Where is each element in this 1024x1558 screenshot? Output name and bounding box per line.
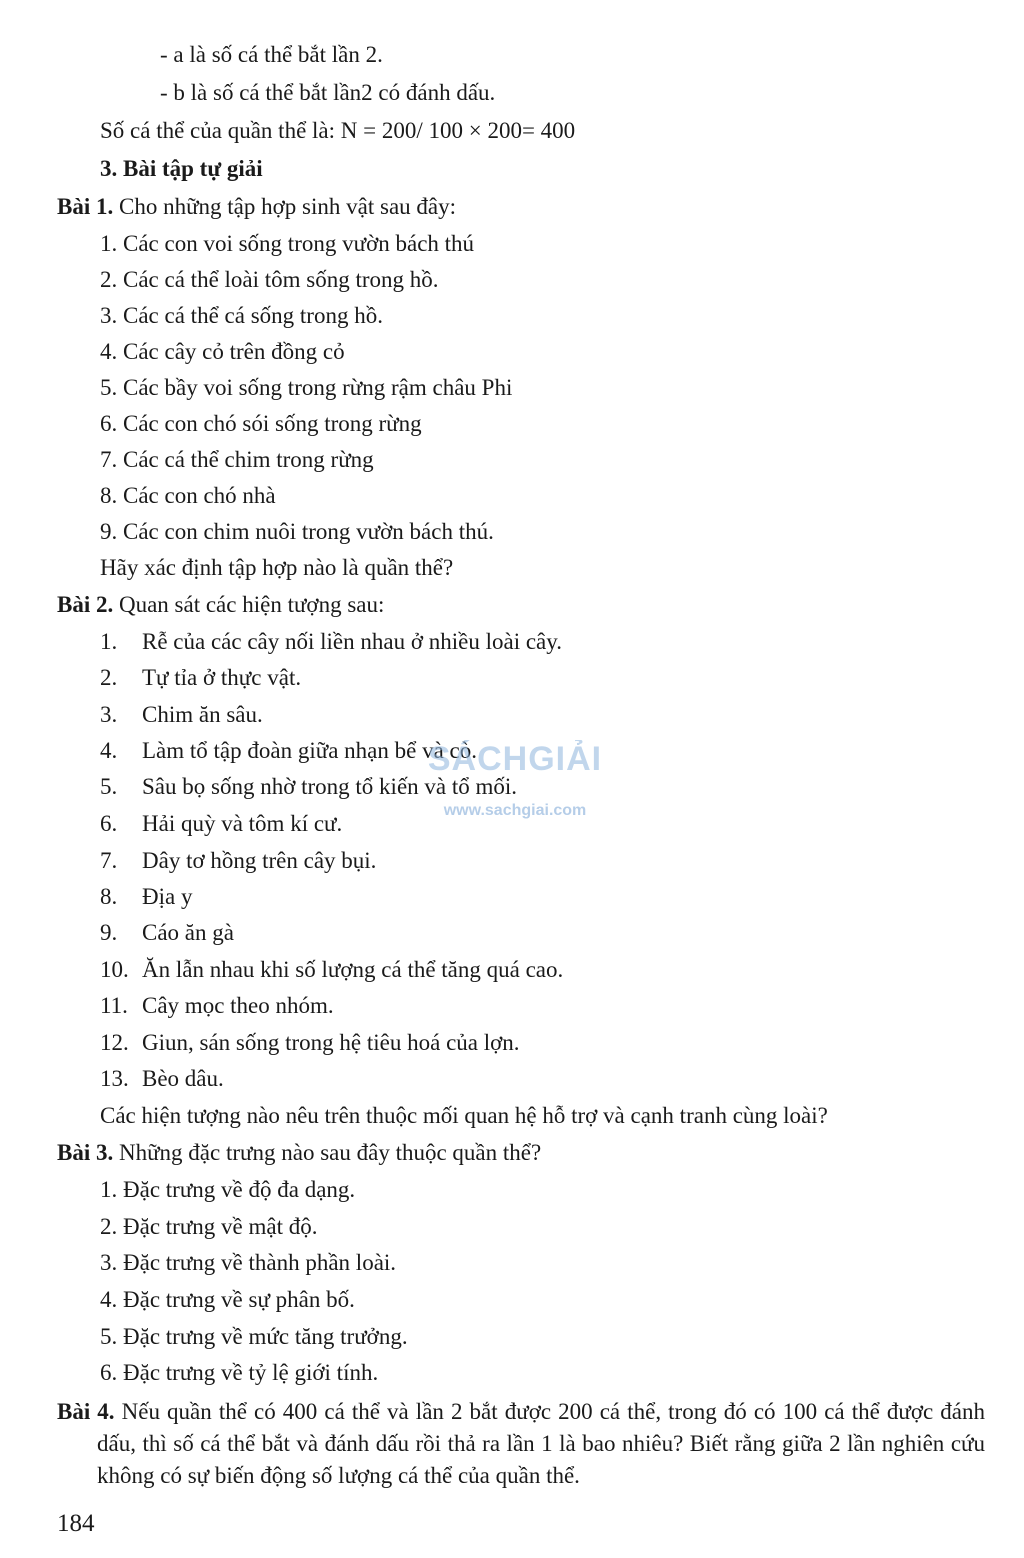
bai2-item — [100, 918, 234, 948]
intro-line-b: - b là số cá thể bắt lần2 có đánh dấu. — [160, 80, 496, 105]
item-text: Chim ăn sâu. — [142, 702, 263, 727]
bai2-label: Bài 2. — [57, 592, 114, 617]
bai3-text: Những đặc trưng nào sau đây thuộc quần thể? — [118, 1140, 542, 1165]
section-title: 3. Bài tập tự giải — [100, 156, 263, 181]
watermark-url: www.sachgiai.com — [443, 802, 587, 819]
item-text: Rễ của các cây nối liền nhau ở nhiều loài cây. — [142, 629, 563, 654]
bai2-item — [100, 1064, 224, 1094]
bai4-paragraph — [57, 1396, 985, 1492]
bai3-item: 2. Đặc trưng về mật độ. — [100, 1214, 318, 1239]
intro-line-a: - a là số cá thể bắt lần 2. — [160, 42, 383, 67]
bai1-item: 4. Các cây cỏ trên đồng cỏ — [100, 339, 345, 364]
bai2-item — [100, 882, 192, 912]
bai2-item — [100, 1028, 520, 1058]
bai2-item — [100, 991, 334, 1021]
item-text: Dây tơ hồng trên cây bụi. — [142, 848, 377, 873]
bai2-question: Các hiện tượng nào nêu trên thuộc mối quan hệ hỗ trợ và cạnh tranh cùng loài? — [100, 1103, 828, 1128]
item-text: Địa y — [142, 884, 193, 909]
page-number: 184 — [57, 1510, 95, 1537]
bai3-item: 1. Đặc trưng về độ đa dạng. — [100, 1177, 356, 1202]
bai1-heading — [57, 192, 456, 222]
bai3-item: 6. Đặc trưng về tỷ lệ giới tính. — [100, 1360, 379, 1385]
bai3-item: 3. Đặc trưng về thành phần loài. — [100, 1250, 397, 1275]
bai1-label: Bài 1. — [57, 194, 114, 219]
bai3-item: 5. Đặc trưng về mức tăng trưởng. — [100, 1324, 408, 1349]
bai2-item — [100, 809, 342, 839]
bai1-item: 3. Các cá thể cá sống trong hồ. — [100, 303, 383, 328]
bai2-item — [100, 846, 376, 876]
watermark-title: SÁCHGIẢI — [427, 740, 603, 778]
item-number: 7. — [100, 848, 118, 873]
item-number: 3. — [100, 702, 118, 727]
item-number: 6. — [100, 811, 118, 836]
bai2-item — [100, 663, 301, 693]
item-number: 11. — [100, 993, 128, 1018]
item-text: Cây mọc theo nhóm. — [142, 993, 334, 1018]
item-text: Hải quỳ và tôm kí cư. — [142, 811, 343, 836]
bai2-item — [100, 736, 477, 766]
bai2-item — [100, 700, 263, 730]
item-number: 8. — [100, 884, 118, 909]
bai3-item: 4. Đặc trưng về sự phân bố. — [100, 1287, 355, 1312]
item-number: 12. — [100, 1030, 129, 1055]
item-number: 1. — [100, 629, 118, 654]
bai1-item: 5. Các bầy voi sống trong rừng rậm châu Phi — [100, 375, 513, 400]
item-number: 4. — [100, 738, 118, 763]
bai1-text: Cho những tập hợp sinh vật sau đây: — [118, 194, 456, 219]
bai1-item: 1. Các con voi sống trong vườn bách thú — [100, 231, 475, 256]
bai2-item — [100, 772, 517, 802]
bai1-item: 7. Các cá thể chim trong rừng — [100, 447, 374, 472]
bai1-question: Hãy xác định tập hợp nào là quần thể? — [100, 555, 454, 580]
bai4-label: Bài 4. — [57, 1399, 115, 1424]
item-text: Tự tỉa ở thực vật. — [142, 665, 302, 690]
bai2-item — [100, 627, 562, 657]
intro-result: Số cá thể của quần thể là: N = 200/ 100 × 200= 400 — [100, 118, 576, 143]
item-number: 9. — [100, 920, 118, 945]
item-number: 5. — [100, 774, 118, 799]
bai2-heading — [57, 590, 384, 620]
item-text: Làm tổ tập đoàn giữa nhạn bể và cò. — [142, 738, 477, 763]
item-text: Ăn lẫn nhau khi số lượng cá thể tăng quá cao. — [142, 957, 564, 982]
item-number: 13. — [100, 1066, 129, 1091]
item-text: Giun, sán sống trong hệ tiêu hoá của lợn. — [142, 1030, 520, 1055]
item-text: Sâu bọ sống nhờ trong tổ kiến và tổ mối. — [142, 774, 518, 799]
bai4-text: Nếu quần thể có 400 cá thể và lần 2 bắt được 200 cá thể, trong đó có 100 cá thể được đánh dấu, thì số cá thể bắt và đánh dấu rồi thả ra lần 1 là bao nhiêu? Biết rằng giữa 2 lần nghiên cứu không có sự biến động số lượng cá thể của quần thể. — [97, 1399, 985, 1488]
bai1-item: 2. Các cá thể loài tôm sống trong hồ. — [100, 267, 439, 292]
bai2-text: Quan sát các hiện tượng sau: — [118, 592, 385, 617]
item-text: Bèo dâu. — [142, 1066, 224, 1091]
bai1-item: 6. Các con chó sói sống trong rừng — [100, 411, 422, 436]
bai1-item: 9. Các con chim nuôi trong vườn bách thú. — [100, 519, 494, 544]
bai3-heading — [57, 1138, 541, 1168]
item-text: Cáo ăn gà — [142, 920, 234, 945]
bai1-item: 8. Các con chó nhà — [100, 483, 276, 508]
item-number: 2. — [100, 665, 118, 690]
item-number: 10. — [100, 957, 129, 982]
bai3-label: Bài 3. — [57, 1140, 114, 1165]
bai2-item — [100, 955, 563, 985]
